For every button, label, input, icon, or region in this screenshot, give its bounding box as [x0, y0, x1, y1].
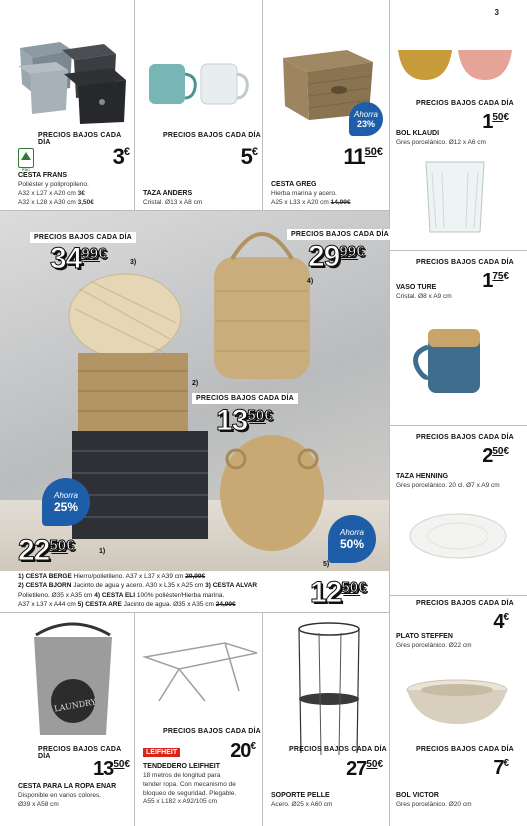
product-cesta-frans[interactable] [0, 0, 134, 210]
berge-savings-badge [42, 478, 90, 526]
legend-bjorn-desc: Jacinto de agua y acero. A30 x L35 x A25 cm [71, 582, 206, 590]
leifheit-tag: PRECIOS BAJOS CADA DÍA [163, 728, 261, 735]
leifheit-desc-2: tender ropa. Con mecanismo de [143, 780, 236, 788]
ture-name: VASO TURE [396, 284, 437, 291]
bjorn-price-cur: € [264, 406, 273, 424]
basket-label-1: 1) [99, 548, 106, 555]
frans-size-1-price: 3€ [77, 189, 85, 197]
eli-price-int: 29 [308, 240, 340, 273]
product-plato-steffen[interactable] [390, 596, 527, 826]
bjorn-price-int: 13 [216, 404, 248, 437]
product-bol-klaudi[interactable] [390, 0, 527, 250]
henning-name: TAZA HENNING [396, 473, 449, 480]
berge-ahorra-pct: 25% [53, 499, 79, 514]
frans-price-cur: € [123, 146, 130, 159]
frans-price [113, 146, 130, 168]
product-vaso-ture[interactable] [390, 251, 527, 425]
victor-desc: Gres porcelánico. Ø20 cm [396, 801, 472, 808]
berge-price-cur: € [66, 536, 75, 554]
frans-price-int: 3 [112, 144, 124, 169]
enar-tag: PRECIOS BAJOS CADA DÍA [38, 746, 122, 760]
legend-line-4 [18, 600, 318, 609]
legend-are-old: 24,99€ [215, 601, 236, 609]
enar-price [93, 759, 130, 779]
alvar-price-int: 34 [50, 242, 82, 275]
henning-price-int: 2 [482, 445, 493, 467]
legend-bjorn-name: 2) CESTA BJORN [18, 582, 72, 590]
greg-desc-1: Hierba marina y acero. [271, 190, 337, 197]
leifheit-desc-4: A55 x L182 x A92/105 cm [143, 798, 218, 806]
victor-bowl-image [402, 678, 512, 728]
berge-price-cents: 50 [49, 536, 67, 554]
legend-berge-old: 29,99€ [185, 573, 206, 580]
product-soporte-pelle[interactable] [263, 613, 389, 826]
product-cesta-greg[interactable] [263, 0, 389, 210]
frans-size-2-price: 3,50€ [77, 198, 94, 206]
alvar-tag: PRECIOS BAJOS CADA DÍA [30, 232, 136, 243]
legend-berge-desc: Hierro/polietileno. A37 x L37 x A39 cm [71, 573, 186, 580]
victor-price-int: 7 [493, 757, 504, 779]
greg-price-int: 11 [343, 144, 365, 169]
basket-label-4: 4) [307, 278, 314, 285]
leifheit-desc [143, 772, 236, 807]
enar-price-cents: 50 [113, 759, 125, 770]
enar-hamper-label: LAUNDRY [53, 697, 97, 714]
pelle-name: SOPORTE PELLE [271, 792, 330, 799]
leifheit-desc-1: 18 metros de longitud para [143, 772, 221, 779]
product-tendedero-leifheit[interactable] [135, 613, 262, 826]
bjorn-price [216, 406, 272, 436]
eli-price-cur: € [356, 242, 365, 260]
leifheit-airer-image [139, 637, 259, 707]
pelle-stand-image [289, 619, 369, 759]
leifheit-price-cur: € [250, 741, 256, 752]
are-price-cents: 50 [341, 578, 359, 596]
alvar-price [50, 244, 106, 274]
fsc-icon [18, 148, 34, 172]
klaudi-price-cur: € [503, 112, 509, 123]
eli-price [308, 242, 364, 272]
legend-alvar-name: 3) CESTA ALVAR [205, 582, 258, 590]
eli-tag: PRECIOS BAJOS CADA DÍA [287, 229, 393, 240]
bjorn-tag: PRECIOS BAJOS CADA DÍA [192, 393, 298, 404]
leifheit-price [230, 741, 256, 761]
anders-mugs-image [145, 56, 255, 116]
legend-alvar-desc: Polietileno. Ø35 x A35 cm [18, 591, 95, 599]
leifheit-price-int: 20 [230, 740, 251, 762]
steffen-desc: Gres porcelánico. Ø22 cm [396, 642, 472, 649]
victor-price [493, 758, 509, 778]
are-ahorra-label: Ahorra [339, 527, 364, 537]
henning-price-cents: 50 [492, 446, 504, 457]
leifheit-logo: LEIFHEIT [143, 748, 180, 757]
greg-ahorra-label: Ahorra [353, 109, 378, 119]
pelle-price-cents: 50 [366, 759, 378, 770]
ture-price-cents: 75 [492, 271, 504, 282]
enar-price-int: 13 [93, 758, 114, 780]
frans-desc-2 [18, 190, 94, 199]
greg-price-cur: € [376, 146, 383, 159]
legend-line-3 [18, 591, 318, 600]
basket-label-2: 2) [192, 380, 199, 387]
enar-desc-1: Disponible en varios colores. [18, 792, 102, 799]
are-price-int: 12 [310, 576, 342, 609]
alvar-price-cur: € [98, 244, 107, 262]
frans-desc-3 [18, 199, 94, 208]
greg-price [343, 146, 383, 168]
feature-legend [18, 572, 318, 610]
steffen-name: PLATO STEFFEN [396, 633, 453, 640]
klaudi-price-int: 1 [482, 111, 493, 133]
legend-line-2 [18, 581, 318, 590]
frans-name: CESTA FRANS [18, 172, 67, 179]
legend-eli-name: 4) CESTA ELI [94, 591, 136, 599]
klaudi-price-cents: 50 [492, 112, 504, 123]
klaudi-tag: PRECIOS BAJOS CADA DÍA [416, 100, 514, 107]
are-savings-badge [328, 515, 376, 563]
ture-desc: Cristal. Ø8 x A9 cm [396, 293, 452, 300]
legend-eli-size: A37 x L37 x A44 cm [18, 601, 78, 609]
ture-price-int: 1 [482, 270, 493, 292]
anders-price [241, 146, 258, 168]
leifheit-name: TENDEDERO LEIFHEIT [143, 763, 221, 770]
victor-tag: PRECIOS BAJOS CADA DÍA [416, 746, 514, 753]
henning-price [482, 446, 509, 466]
pelle-tag: PRECIOS BAJOS CADA DÍA [289, 746, 387, 753]
greg-name: CESTA GREG [271, 181, 317, 188]
anders-name: TAZA ANDERS [143, 190, 193, 197]
henning-tag: PRECIOS BAJOS CADA DÍA [416, 434, 514, 441]
product-cesta-enar[interactable] [0, 613, 134, 826]
product-taza-henning[interactable] [390, 426, 527, 595]
berge-ahorra-label: Ahorra [53, 490, 78, 500]
ture-glass-image [420, 158, 490, 238]
alvar-price-cents: 99 [81, 244, 99, 262]
enar-hamper-image [28, 621, 118, 739]
page-number: 3 [494, 8, 499, 17]
ture-price-cur: € [503, 271, 509, 282]
steffen-plate-image [408, 510, 508, 560]
basket-label-5: 5) [323, 561, 330, 568]
anders-price-cur: € [251, 146, 258, 159]
berge-price-int: 22 [18, 534, 50, 567]
klaudi-price [482, 112, 509, 132]
frans-desc [18, 181, 94, 207]
berge-price [18, 536, 74, 566]
fsc-label: FSC [22, 167, 30, 172]
ture-tag: PRECIOS BAJOS CADA DÍA [416, 259, 514, 266]
greg-desc [271, 190, 351, 208]
legend-are-name: 5) CESTA ARE [77, 601, 122, 609]
klaudi-bowls-image [396, 46, 516, 86]
pelle-price-int: 27 [346, 758, 367, 780]
are-price [310, 578, 366, 608]
klaudi-name: BOL KLAUDI [396, 130, 440, 137]
steffen-tag: PRECIOS BAJOS CADA DÍA [416, 600, 514, 607]
enar-price-cur: € [124, 759, 130, 770]
anders-desc: Cristal. Ø13 x A8 cm [143, 199, 203, 206]
pelle-price [346, 759, 383, 779]
frans-size-2: A32 x L28 x A30 cm [18, 198, 78, 206]
enar-desc-2: Ø39 x A58 cm [18, 800, 59, 808]
are-price-cur: € [358, 578, 367, 596]
legend-line-1 [18, 572, 318, 581]
frans-baskets-image [12, 36, 132, 126]
greg-savings-badge [349, 102, 383, 136]
anders-tag: PRECIOS BAJOS CADA DÍA [163, 132, 261, 139]
greg-old-price: 14,99€ [330, 198, 351, 206]
klaudi-desc: Gres porcelánico. Ø12 x A6 cm [396, 139, 486, 146]
anders-price-int: 5 [240, 144, 252, 169]
steffen-price-int: 4 [493, 611, 504, 633]
product-taza-anders[interactable] [135, 0, 262, 210]
steffen-price [493, 612, 509, 632]
frans-tag: PRECIOS BAJOS CADA DÍA [38, 132, 122, 146]
greg-size: A25 x L33 x A20 cm [271, 198, 331, 206]
legend-are-desc: Jacinto de agua. Ø35 x A35 cm [121, 601, 216, 609]
pelle-desc: Acero. Ø25 x A60 cm [271, 801, 333, 808]
legend-eli-desc: 100% poliéster/Hierba marina. [135, 591, 225, 599]
henning-mug-image [412, 325, 502, 405]
steffen-price-cur: € [503, 612, 509, 623]
enar-desc [18, 792, 101, 810]
are-ahorra-pct: 50% [339, 536, 365, 551]
legend-berge-name: 1) CESTA BERGE [18, 573, 72, 580]
henning-price-cur: € [503, 446, 509, 457]
enar-name: CESTA PARA LA ROPA ENAR [18, 783, 117, 790]
greg-desc-2 [271, 199, 351, 208]
henning-desc: Gres porcelánico. 20 cl. Ø7 x A9 cm [396, 482, 500, 489]
greg-ahorra-pct: 23% [356, 118, 375, 129]
victor-name: BOL VICTOR [396, 792, 439, 799]
bjorn-price-cents: 50 [247, 406, 265, 424]
pelle-price-cur: € [377, 759, 383, 770]
frans-size-1: A32 x L27 x A20 cm [18, 189, 78, 197]
victor-price-cur: € [503, 758, 509, 769]
basket-label-3: 3) [130, 259, 137, 266]
greg-price-cents: 50 [364, 146, 377, 159]
frans-desc-1: Poliéster y polipropileno. [18, 181, 89, 188]
eli-price-cents: 99 [339, 242, 357, 260]
leifheit-desc-3: bloqueo de seguridad. Plegable. [143, 789, 237, 797]
ture-price [482, 271, 509, 291]
